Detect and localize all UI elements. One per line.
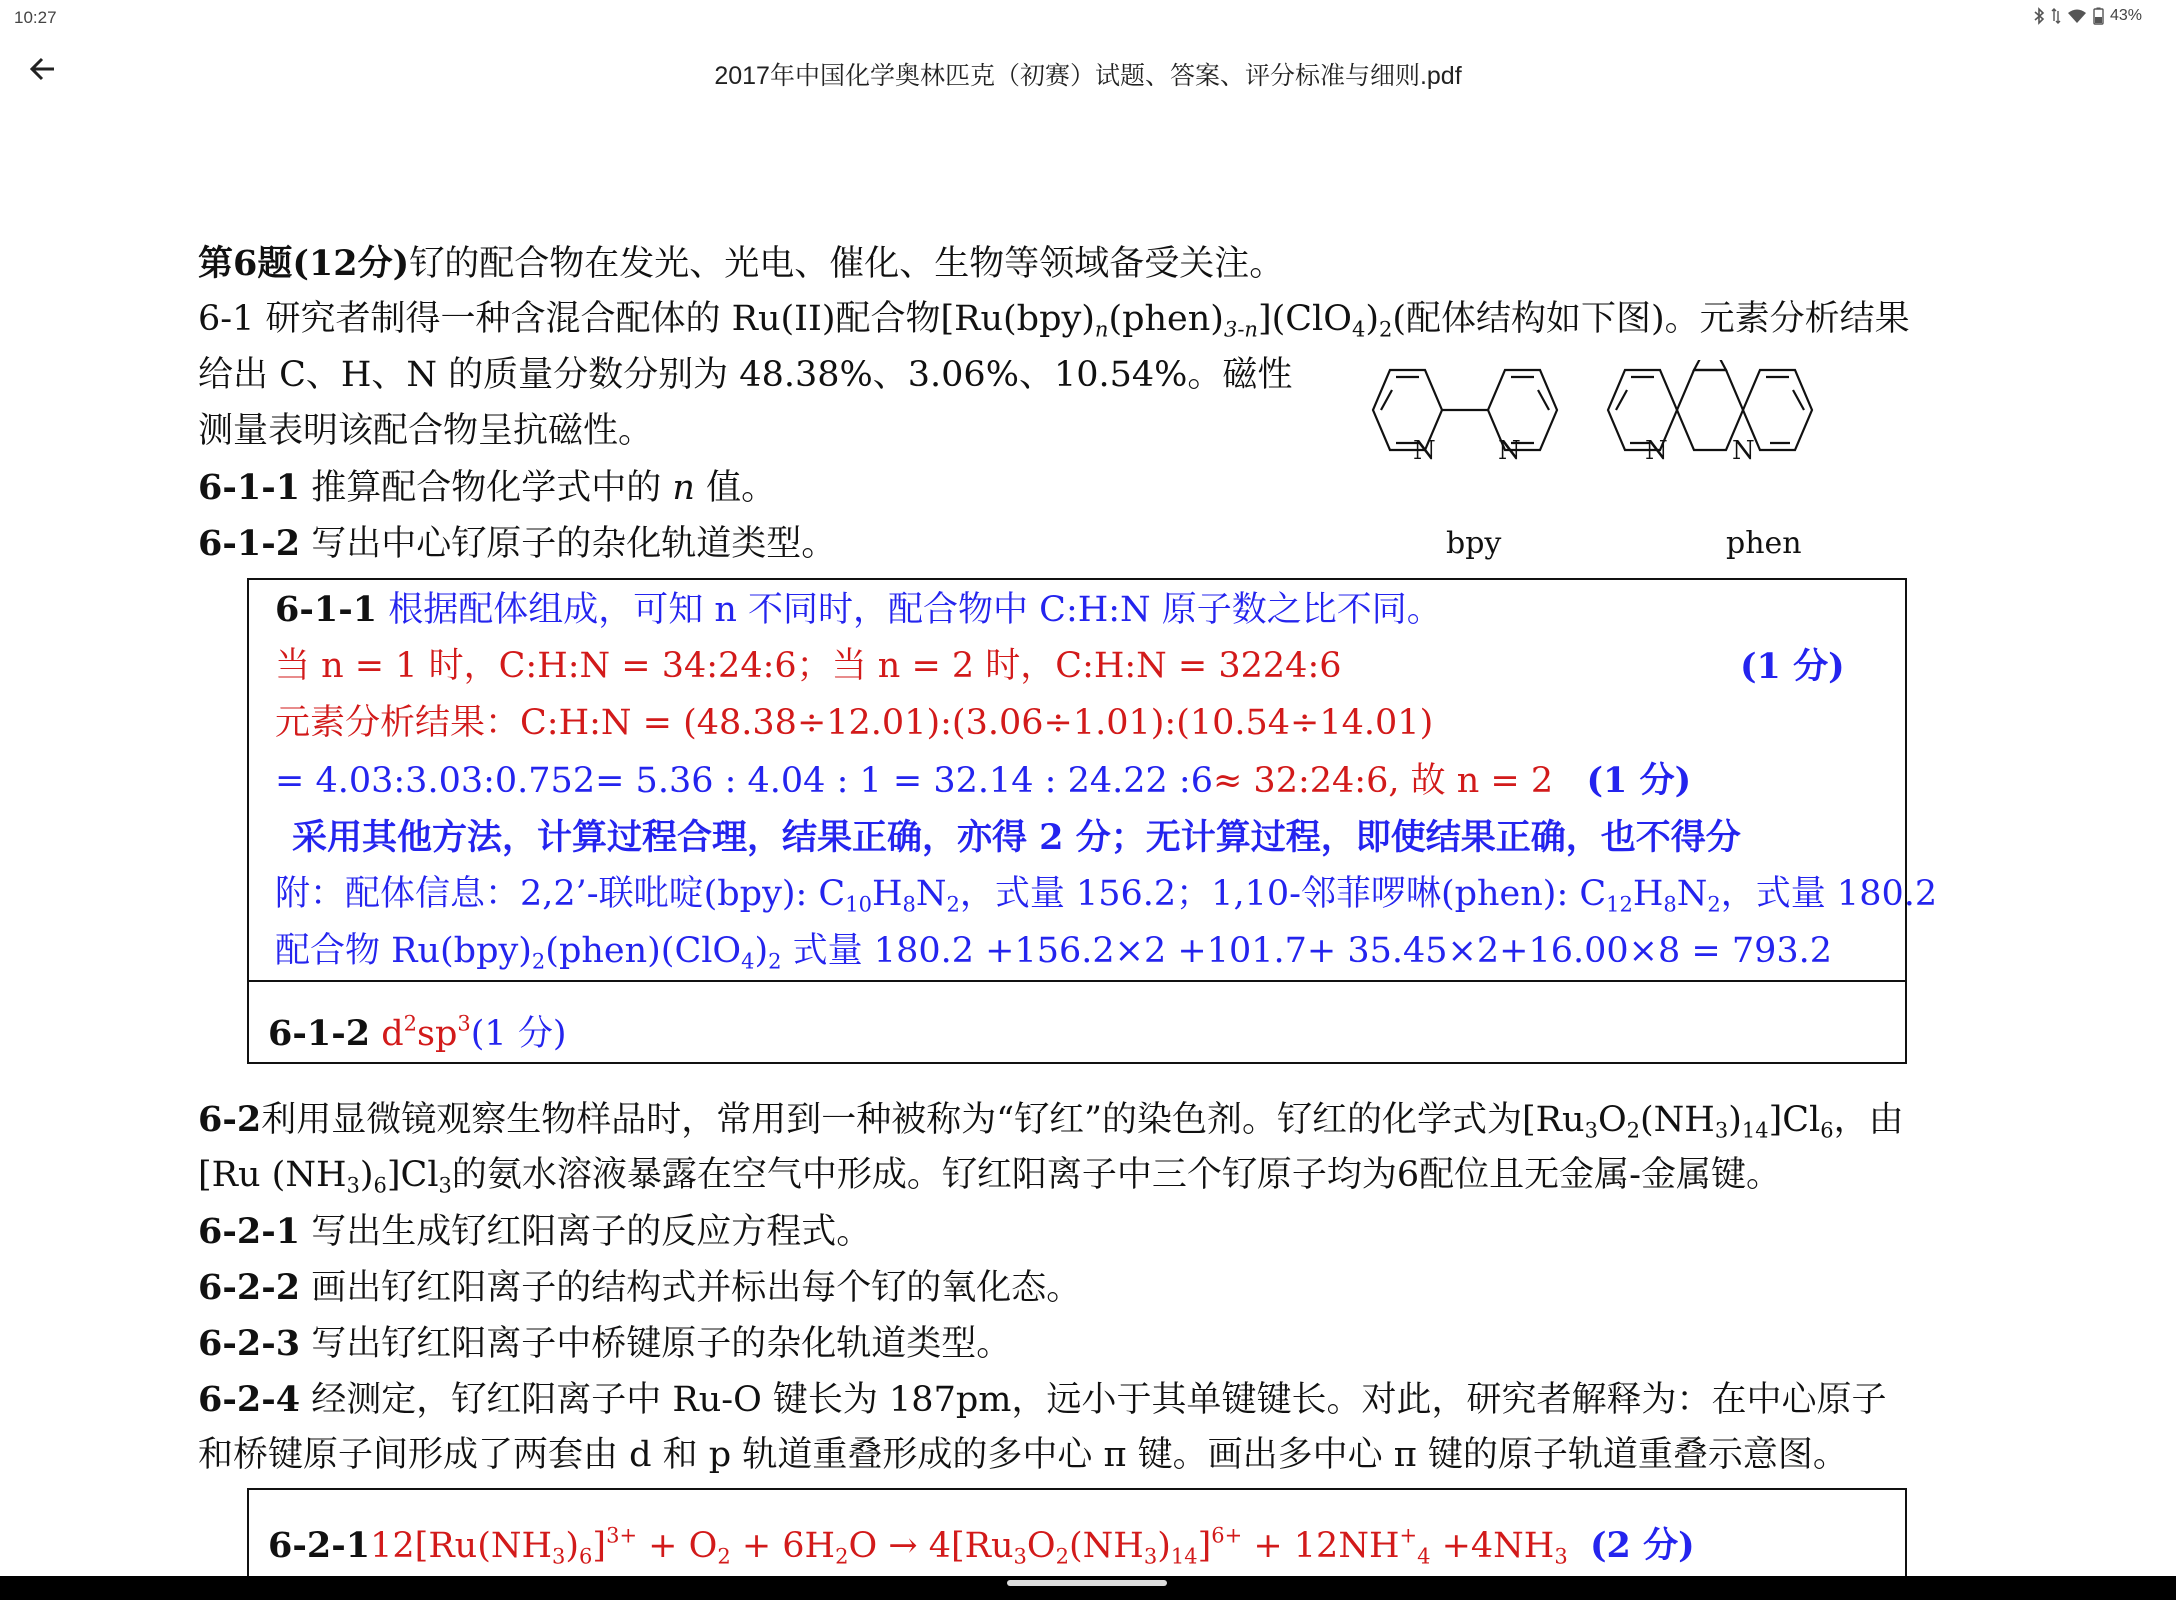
q6-2-line1: 6-2利用显微镜观察生物样品时，常用到一种被称为“钌红”的染色剂。钌红的化学式为$[Ru_3O_2(NH_3)_{14}]Cl_6$，由 — [198, 1099, 1904, 1143]
home-gesture-handle[interactable] — [1007, 1580, 1167, 1586]
answer-6-1-1-complex-mass: 配合物 $Ru(bpy)_2(phen)(ClO_4)_2$ 式量 180.2 +156.2×2 +101.7+ 35.45×2+16.00×8 = 793.2 — [275, 931, 1833, 974]
answer-6-1-1-line3: 元素分析结果：C:H:N = (48.38÷12.01):(3.06÷1.01):(10.54÷14.01) — [275, 703, 1434, 743]
q6-2-3-question: 6-2-3 写出钌红阳离子中桥键原子的杂化轨道类型。 — [198, 1323, 1012, 1364]
phen-n-left: N — [1645, 436, 1668, 466]
document-title: 2017年中国化学奥林匹克（初赛）试题、答案、评分标准与细则.pdf — [714, 62, 1462, 90]
q6-2-1-question: 6-2-1 写出生成钌红阳离子的反应方程式。 — [198, 1211, 872, 1252]
phen-n-right: N — [1732, 436, 1755, 466]
bpy-structure — [1373, 370, 1557, 450]
status-bar — [0, 0, 2176, 38]
bluetooth-icon — [2033, 7, 2045, 25]
app-bar — [0, 38, 2176, 104]
data-arrows-icon — [2051, 7, 2061, 25]
bpy-n-left: N — [1413, 436, 1436, 466]
phen-caption: phen — [1726, 526, 1802, 561]
q6-2-4-line2: 和桥键原子间形成了两套由 d 和 p 轨道重叠形成的多中心 π 键。画出多中心 π 键的原子轨道重叠示意图。 — [198, 1435, 1848, 1475]
answer-6-1-1-line1: 6-1-1 根据配体组成，可知 n 不同时，配合物中 C:H:N 原子数之比不同。 — [275, 589, 1442, 630]
answer-6-1-1-line4: = 4.03:3.03:0.752= 5.36 : 4.04 : 1 = 32.14 : 24.22 :6≈ 32:24:6, 故 n = 2 (1 分) — [275, 760, 1692, 801]
answer-6-1-1-ligand-info: 附：配体信息：2,2’-联吡啶(bpy): $C_{10}H_8N_2$，式量 156.2；1,10-邻菲啰啉(phen): $C_{12}H_8N_2$，式量 180.2 — [275, 874, 1938, 917]
score-1: (1 分) — [1740, 646, 1845, 687]
answer-6-2-1: $6-2-112[Ru(NH_3)_6]^{3+} + O_2 + 6H_2O \to 4[Ru_3O_2(NH_3)_{14}]^{6+} + 12NH^+_4 +4NH_3$ (2 分) — [268, 1523, 1695, 1569]
q6-2-4-question: 6-2-4 经测定，钌红阳离子中 Ru-O 键长为 187pm，远小于其单键键长。对此，研究者解释为：在中心原子 — [198, 1379, 1887, 1420]
battery-icon — [2093, 7, 2104, 25]
q6-2-2-question: 6-2-2 画出钌红阳离子的结构式并标出每个钌的氧化态。 — [198, 1267, 1082, 1308]
q6-1-line2: 给出 C、H、N 的质量分数分别为 48.38%、3.06%、10.54%。磁性 — [198, 355, 1293, 395]
wifi-icon — [2067, 8, 2087, 24]
answer-box-divider — [247, 980, 1907, 982]
bpy-n-right: N — [1498, 436, 1521, 466]
q6-2-line2: [Ru $(NH_3)_6]Cl_3$的氨水溶液暴露在空气中形成。钌红阳离子中三个钌原子均为6配位且无金属-金属键。 — [198, 1155, 1782, 1198]
question-6-heading: 第6题(12分)钌的配合物在发光、光电、催化、生物等领域备受关注。 — [198, 243, 1285, 284]
q6-1-line3: 测量表明该配合物呈抗磁性。 — [198, 411, 654, 451]
pdf-page[interactable] — [0, 104, 2176, 1576]
phen-structure — [1608, 360, 1812, 450]
bpy-caption: bpy — [1446, 526, 1502, 561]
q6-1-line1: 6-1 研究者制得一种含混合配体的 Ru(II)配合物$[Ru(bpy)_n(phen)_{3-n}](ClO_4)_2$(配体结构如下图)。元素分析结果 — [198, 299, 1910, 342]
q6-1-1-question: 6-1-1 推算配合物化学式中的 n 值。 — [198, 467, 777, 508]
battery-level: 43% — [2109, 7, 2142, 24]
clock: 10:27 — [14, 8, 57, 27]
navigation-bar — [0, 1576, 2176, 1600]
status-icons — [2033, 7, 2142, 25]
answer-6-1-1-line2: 当 n = 1 时，C:H:N = 34:24:6；当 n = 2 时，C:H:N = 3224:6 — [275, 646, 1342, 686]
answer-6-1-2: 6-1-2 $d^2sp^3(1$ 分) — [268, 1011, 567, 1054]
ligand-structures-figure — [1340, 360, 1900, 530]
answer-6-1-1-note: 采用其他方法，计算过程合理，结果正确，亦得 2 分；无计算过程，即使结果正确，也不得分 — [292, 817, 1741, 858]
q6-1-2-question: 6-1-2 写出中心钌原子的杂化轨道类型。 — [198, 523, 837, 564]
